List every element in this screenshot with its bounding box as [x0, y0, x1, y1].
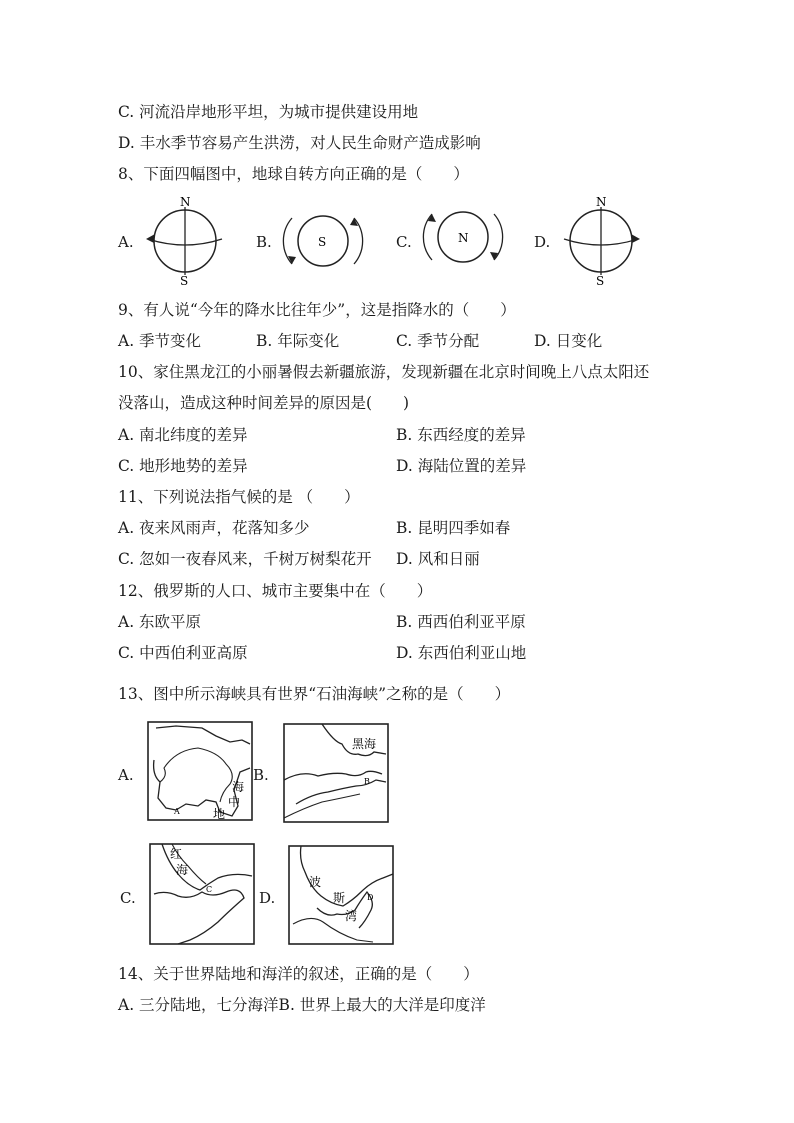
- question-10-line1: 10、家住黑龙江的小丽暑假去新疆旅游，发现新疆在北京时间晚上八点太阳还: [118, 363, 650, 381]
- q13-c-sea-2: 海: [176, 863, 189, 877]
- q13-b-sea: 黑海: [352, 737, 377, 751]
- q11-option-b: B. 昆明四季如春: [396, 519, 511, 537]
- q11-option-a: A. 夜来风雨声，花落知多少: [118, 519, 310, 537]
- option-d-q7: D. 丰水季节容易产生洪涝，对人民生命财产造成影响: [118, 134, 481, 152]
- q8-label-a: A.: [118, 233, 134, 251]
- q12-option-a: A. 东欧平原: [118, 613, 202, 631]
- q13-map-c: [148, 842, 258, 948]
- q8-c-center: N: [458, 231, 469, 245]
- q13-label-c: C.: [120, 889, 136, 907]
- q8-b-center: S: [318, 235, 327, 249]
- q8-figure-a: [140, 195, 230, 287]
- q8-label-b: B.: [256, 233, 272, 251]
- q8-a-south: S: [180, 274, 189, 287]
- q13-a-sea-3: 地: [213, 807, 226, 821]
- q10-option-c: C. 地形地势的差异: [118, 457, 248, 475]
- q13-label-b: B.: [253, 766, 269, 784]
- q10-option-d: D. 海陆位置的差异: [396, 457, 527, 475]
- q8-d-north: N: [596, 195, 607, 209]
- q13-d-sea-1: 波: [309, 875, 322, 889]
- q13-label-a: A.: [118, 766, 134, 784]
- q14-option-a: A. 三分陆地，七分海洋B. 世界上最大的大洋是印度洋: [118, 996, 486, 1014]
- q9-option-a: A. 季节变化: [118, 332, 202, 350]
- q8-label-d: D.: [534, 233, 551, 251]
- q8-d-south: S: [596, 274, 605, 287]
- q13-map-a: [146, 720, 256, 824]
- q11-option-c: C. 忽如一夜春风来，千树万树梨花开: [118, 550, 372, 568]
- q13-d-sea-2: 斯: [333, 891, 346, 905]
- q12-option-d: D. 东西伯利亚山地: [396, 644, 527, 662]
- question-8: 8、下面四幅图中，地球自转方向正确的是（ ）: [118, 165, 469, 183]
- q13-a-point: A: [174, 807, 180, 816]
- question-11: 11、下列说法指气候的是 （ ）: [118, 488, 360, 506]
- question-9: 9、有人说“今年的降水比往年少”，这是指降水的（ ）: [118, 301, 516, 319]
- q9-option-c: C. 季节分配: [396, 332, 480, 350]
- question-12: 12、俄罗斯的人口、城市主要集中在（ ）: [118, 582, 433, 600]
- question-13: 13、图中所示海峡具有世界“石油海峡”之称的是（ ）: [118, 685, 511, 703]
- q13-a-sea-2: 中: [228, 795, 241, 809]
- q8-a-north: N: [180, 195, 191, 209]
- q10-option-a: A. 南北纬度的差异: [118, 426, 248, 444]
- q8-figure-b: [282, 206, 364, 276]
- question-14: 14、关于世界陆地和海洋的叙述，正确的是（ ）: [118, 965, 479, 983]
- q13-label-d: D.: [259, 889, 276, 907]
- q12-option-b: B. 西西伯利亚平原: [396, 613, 526, 631]
- q13-map-b: [282, 722, 392, 826]
- q13-map-d: [287, 844, 397, 948]
- q10-option-b: B. 东西经度的差异: [396, 426, 526, 444]
- q13-b-point: B: [364, 777, 370, 786]
- q8-figure-c: [422, 202, 504, 272]
- q9-option-b: B. 年际变化: [256, 332, 340, 350]
- option-c-q7: C. 河流沿岸地形平坦，为城市提供建设用地: [118, 103, 419, 121]
- q12-option-c: C. 中西伯利亚高原: [118, 644, 248, 662]
- question-10-line2: 没落山，造成这种时间差异的原因是( ): [118, 394, 410, 412]
- q11-option-d: D. 风和日丽: [396, 550, 480, 568]
- q13-a-sea-1: 海: [232, 780, 245, 794]
- q8-label-c: C.: [396, 233, 412, 251]
- q13-c-point: C: [206, 885, 213, 894]
- q13-d-point: D: [367, 893, 374, 902]
- q9-option-d: D. 日变化: [534, 332, 603, 350]
- q13-d-sea-3: 湾: [345, 909, 358, 923]
- q8-figure-d: [556, 195, 646, 287]
- q13-c-sea-1: 红: [170, 847, 183, 861]
